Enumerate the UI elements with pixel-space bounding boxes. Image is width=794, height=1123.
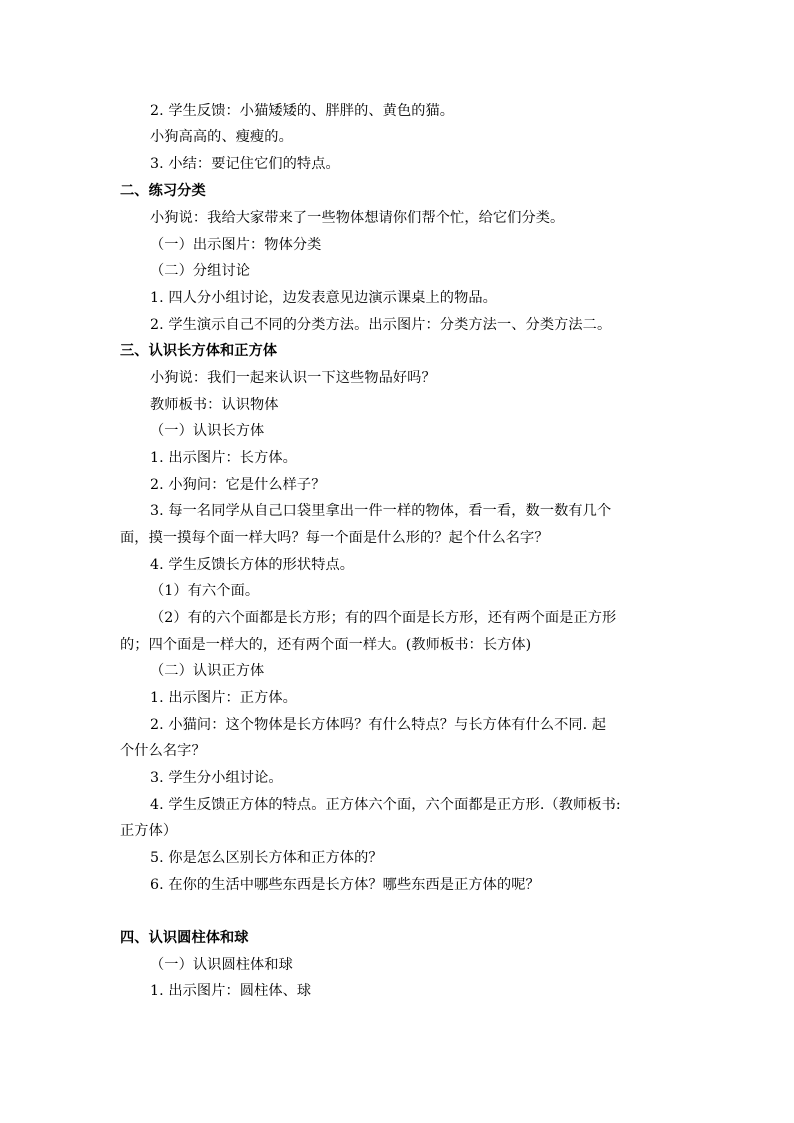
paragraph-line: 正方体） bbox=[120, 823, 178, 839]
paragraph-line: 个什么名字？ bbox=[120, 743, 206, 759]
paragraph-line: 5. 你是怎么区别长方体和正方体的？ bbox=[150, 850, 383, 866]
paragraph-line: （一）认识长方体 bbox=[150, 423, 265, 439]
paragraph-line: 教师板书：认识物体 bbox=[150, 397, 279, 413]
paragraph-line: 2. 学生演示自己不同的分类方法。出示图片：分类方法一、分类方法二。 bbox=[150, 317, 612, 333]
paragraph-line: 4. 学生反馈正方体的特点。正方体六个面，六个面都是正方形.（教师板书: bbox=[150, 797, 621, 813]
paragraph-line: 的；四个面是一样大的，还有两个面一样大。(教师板书：长方体) bbox=[120, 637, 532, 653]
paragraph-line: （二）认识正方体 bbox=[150, 663, 265, 679]
paragraph-line: 小狗说：我们一起来认识一下这些物品好吗？ bbox=[150, 370, 436, 386]
paragraph-line: （1）有六个面。 bbox=[150, 583, 260, 599]
paragraph-line: 6. 在你的生活中哪些东西是长方体？哪些东西是正方体的呢？ bbox=[150, 877, 540, 893]
paragraph-line: 4. 学生反馈长方体的形状特点。 bbox=[150, 557, 355, 573]
paragraph-line: 1. 出示图片：正方体。 bbox=[150, 690, 297, 706]
paragraph-line: （一）认识圆柱体和球 bbox=[150, 957, 293, 973]
paragraph-line: 面，摸一摸每个面一样大吗？每一个面是什么形的？起个什么名字？ bbox=[120, 530, 549, 546]
paragraph-line: 3. 学生分小组讨论。 bbox=[150, 770, 283, 786]
section-heading: 四、认识圆柱体和球 bbox=[120, 930, 249, 946]
section-heading: 二、练习分类 bbox=[120, 183, 206, 199]
paragraph-line: 1. 出示图片：圆柱体、球 bbox=[150, 983, 312, 999]
paragraph-line: 2. 小狗问：它是什么样子？ bbox=[150, 477, 326, 493]
section-heading: 三、认识长方体和正方体 bbox=[120, 343, 278, 359]
paragraph-line: 2. 小猫问：这个物体是长方体吗？有什么特点？与长方体有什么不同. 起 bbox=[150, 717, 607, 733]
paragraph-line: 3. 小结：要记住它们的特点。 bbox=[150, 156, 340, 172]
paragraph-line: 2. 学生反馈：小猫矮矮的、胖胖的、黄色的猫。 bbox=[150, 103, 455, 119]
paragraph-line: 3. 每一名同学从自己口袋里拿出一件一样的物体，看一看，数一数有几个 bbox=[150, 503, 612, 519]
paragraph-line: （二）分组讨论 bbox=[150, 263, 251, 279]
paragraph-line: 1. 出示图片：长方体。 bbox=[150, 450, 297, 466]
paragraph-line: 小狗高高的、瘦瘦的。 bbox=[150, 129, 293, 145]
paragraph-line: （2）有的六个面都是长方形；有的四个面是长方形，还有两个面是正方形 bbox=[150, 610, 617, 626]
paragraph-line: 小狗说：我给大家带来了一些物体想请你们帮个忙，给它们分类。 bbox=[150, 210, 565, 226]
paragraph-line: （一）出示图片：物体分类 bbox=[150, 237, 322, 253]
paragraph-line: 1. 四人分小组讨论，边发表意见边演示课桌上的物品。 bbox=[150, 290, 497, 306]
